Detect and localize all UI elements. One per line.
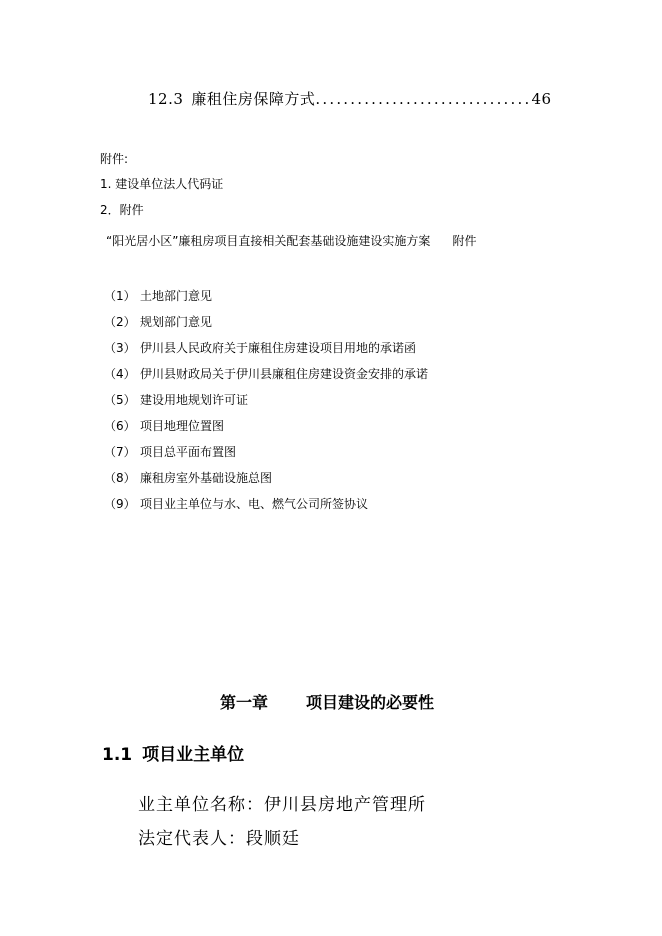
sub-item-number: （8） [104,471,136,485]
sub-item-text: 建设用地规划许可证 [140,393,249,407]
sub-item-number: （2） [104,315,136,329]
sub-item-number: （3） [104,341,136,355]
sub-list-item [104,287,212,304]
owner-name-line: 业主单位名称：伊川县房地产管理所 [138,795,426,815]
sub-item-number: （6） [104,419,136,433]
sub-item-text: 项目地理位置图 [140,419,225,433]
section-title: 项目业主单位 [142,745,245,765]
sub-item-number: （5） [104,393,136,407]
sub-list-item [104,443,236,460]
sub-item-text: 规划部门意见 [140,315,213,329]
toc-number: 12.3 [148,90,184,108]
section-number: 1.1 [102,745,133,765]
sub-item-number: （7） [104,445,136,459]
chapter-heading [220,690,434,713]
sub-list-item [104,495,368,512]
sub-item-text: 土地部门意见 [140,289,213,303]
sub-list-item [104,339,416,356]
sub-list-item [104,417,224,434]
sub-list-item [104,391,248,408]
sub-item-text: 廉租房室外基础设施总图 [140,471,273,485]
sub-item-number: （9） [104,497,136,511]
sub-item-text: 伊川县人民政府关于廉租住房建设项目用地的承诺函 [140,341,417,355]
sub-list-item [104,313,212,330]
project-title-suffix: 附件 [452,234,477,248]
sub-item-number: （4） [104,367,136,381]
toc-leader-dots: ............................... [315,90,532,108]
attachment-item: 2．附件 [100,203,144,217]
sub-item-text: 项目业主单位与水、电、燃气公司所签协议 [140,497,369,511]
toc-title: 廉租住房保障方式 [191,90,316,108]
sub-list-item [104,365,428,382]
toc-entry [148,88,552,109]
legal-representative-line: 法定代表人：段顺廷 [138,829,300,849]
chapter-title: 项目建设的必要性 [306,693,435,712]
chapter-label: 第一章 [220,693,269,712]
attachment-project-title [106,232,476,249]
sub-item-number: （1） [104,289,136,303]
sub-item-text: 项目总平面布置图 [140,445,237,459]
attachments-heading: 附件: [100,152,129,166]
section-heading [102,740,244,765]
toc-page-number: 46 [531,90,552,108]
project-title-text: “阳光居小区”廉租房项目直接相关配套基础设施建设实施方案 [106,234,431,248]
attachment-item: 1. 建设单位法人代码证 [100,177,224,191]
sub-list-item [104,469,272,486]
sub-item-text: 伊川县财政局关于伊川县廉租住房建设资金安排的承诺 [140,367,429,381]
